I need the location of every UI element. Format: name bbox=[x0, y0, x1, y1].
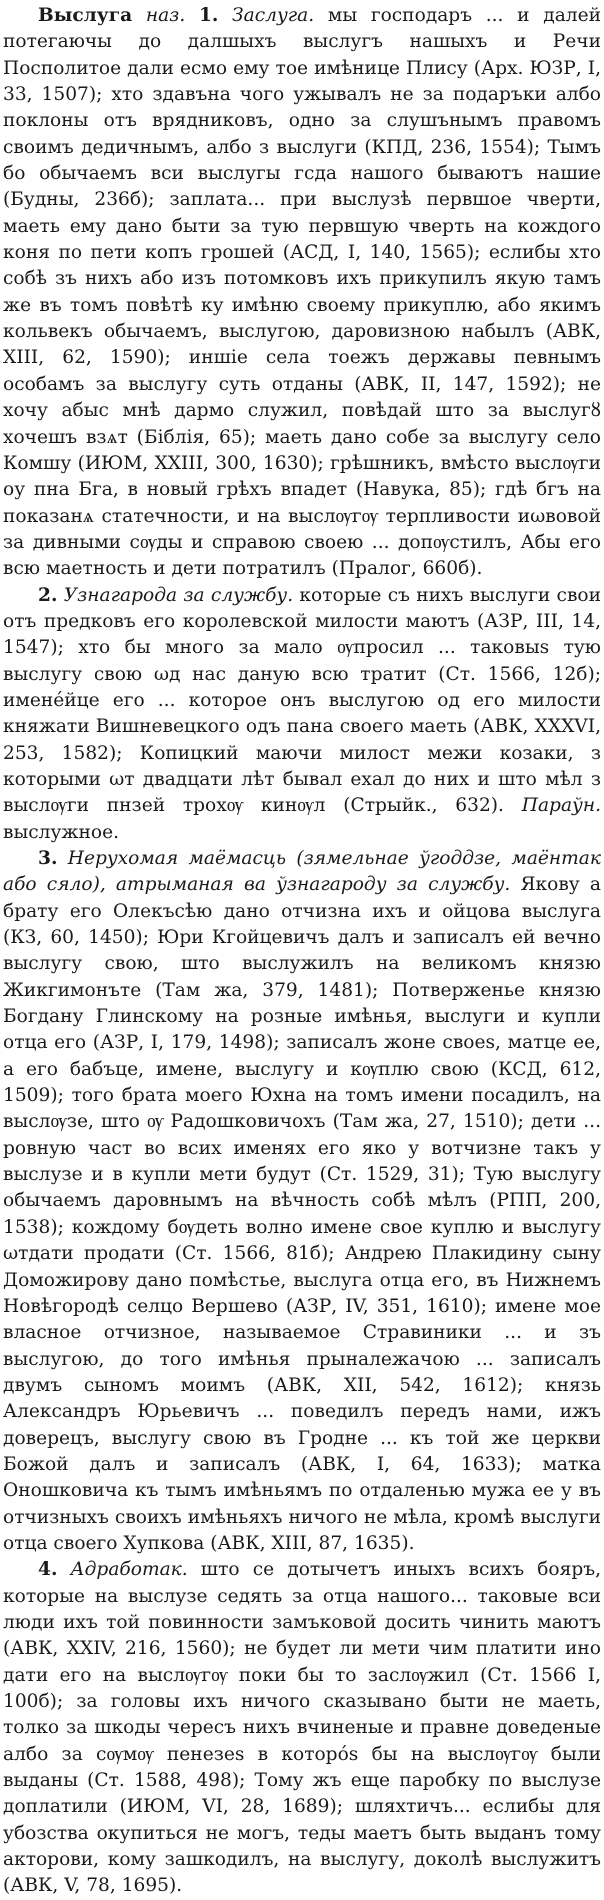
sense-citations: Якову а брату его Олекъсѣю дано отчизна ихъ и ойцова выслуга (КЗ, 60, 1450); Юри Кгойцевичъ далъ и записалъ ей вечно выслугу свою, што выслужилъ на великомъ князю Жикгимонъте (Там жа, 379, 1481); Потверженье князю Богдану Глинскому на розные имѣнья, выслуги и купли отца его (АЗР, I, 179, 1498); записалъ жоне своеѕ, матце ее, а его бабъце, имене, выслугу и кѹплю свою (КСД, 612, 1509); того брата моего Юхна на томъ имени посадилъ, на выслѹзе, што ѹ Радошковичохъ (Там жа, 27, 1510); дети ... ровную част во всих именях его яко у вотчизне такъ у выслузе и в купли мети будут (Ст. 1529, 31); Тую выслугу обычаемъ даровнымъ на вѣчность собѣ мѣлъ (РПП, 200, 1538); кождому бѹдеть волно имене свое куплю и выслугу ωтдати продати (Ст. 1566, 81б); Андрею Плакидину сыну Доможирову дано помѣстье, выслуга отца его, въ Нижнемъ Новѣгородѣ селцо Вершево (АЗР, IV, 351, 1610); имене мое власное отчизное, называемое Стравиники ... и зъ выслугою, до того имѣнья прыналежачою ... записалъ двумъ сыномъ моимъ (АВК, XII, 542, 1612); князь Александръ Юрьевичъ ... поведилъ передъ нами, ижъ доверецъ, выслугу свою въ Гродне ... къ той же церкви Божой далъ и записалъ (АВК, I, 64, 1633); матка Оношковича къ тымъ имѣньямъ по отдаленью мужа ее у въ отчизныхъ своихъ имѣньяхъ ничого не мѣла, кромѣ выслуги отца своего Хупкова (АВК, XIII, 87, 1635). bbox=[3, 874, 601, 1554]
entry-sense-1 bbox=[3, 3, 601, 583]
entry-sense-2 bbox=[3, 583, 601, 846]
sense-number: 1. bbox=[198, 5, 219, 26]
sense-citations: мы господаръ ... и далей потегаючы до далшыхъ выслугъ нашыхъ и Речи Посполитое дали есмо ему тое имѣнице Плису (Арх. ЮЗР, I, 33, 1507); хто здавъна чого ужывалъ не за подаръки албо поклоны отъ врядниковъ, одно за слушънымъ правомъ своимъ дедичнымъ, албо з выслуги (КПД, 236, 1554); Тымъ бо обычаемъ вси выслугы гсда нашого бываютъ нашие (Будны, 236б); заплата... при выслузѣ первшое чверти, маеть ему дано быти за тую первшую чверть на кождого коня по пети копъ грошей (АСД, I, 140, 1565); еслибы хто собѣ зъ нихъ або изъ потомковъ ихъ прикупилъ якую тамъ же въ томъ повѣтѣ ку имѣню своему прикуплю, або якимъ кольвекъ обычаемъ, выслугою, даровизною набылъ (АВК, XIII, 62, 1590); иншіе села тоежъ державы певнымъ особамъ за выслугу суть отданы (АВК, II, 147, 1592); не хочу абыс мнѣ дармо служил, повѣдай што за выслугȣ хочешъ взѧт (Біблія, 65); маеть дано собе за выслугу село Комшу (ИЮМ, XXIII, 300, 1630); грѣшникъ, вмѣсто выслѹги оу пна Бга, в новый грѣхъ впадет (Навука, 85); гдѣ бгъ на показанѧ статечности, и на выслѹгѹ терпливости иωвовой за дивными сѹды и справою своею ... допѹстилъ, Абы его всю маетность и дети потратилъ (Пралог, 660б). bbox=[3, 5, 602, 580]
entry-sense-4 bbox=[3, 1557, 601, 1899]
cross-reference-label: Параўн. bbox=[503, 795, 601, 817]
entry-grammar: наз. bbox=[132, 5, 199, 26]
sense-citations: што се дотычетъ иныхъ всихъ бояръ, которые на выслузе седять за отца нашого... таковые вси люди ихъ той повинности замъковой досить чинить маютъ (АВК, XXIV, 216, 1560); не будет ли мети чим платити ино дати его на выслѹгѹ поки бы то заслѹжил (Ст. 1566 I, 100б); за головы ихъ ничого сказывано быти не маеть, толко за шкоды чересъ нихъ вчиненые и правне доведеные албо за сѹмѹ пенезеѕ в которо́ѕ бы на выслѹгѹ были выданы (Ст. 1588, 498); Тому жъ еще паробку по выслузе доплатили (ИЮМ, VI, 28, 1689); шляхтичъ... еслибы для убозства окупиться не могъ, теды маетъ быть выданъ тому акторови, кому зашкодилъ, на выслугу, доколѣ выслужитъ (АВК, V, 78, 1695). bbox=[3, 1559, 602, 1897]
sense-number: 4. bbox=[38, 1559, 58, 1581]
sense-definition: Узнагарода за службу. bbox=[57, 584, 294, 606]
sense-citations: которые съ нихъ выслуги свои отъ предковъ его королевской милости маютъ (АЗР, III, 14, 1547); хто бы много за мало ѹпросил ... таковыѕ тую выслугу свою ωд нас даную всю тратит (Ст. 1566, 12б); имене́йце его ... которое онъ выслугою од его милости княжати Вишневецкого одъ пана своего маеть (АВК, XXXVI, 253, 1582); Копицкий маючи милост межи козаки, з которыми ωт двадцати лѣт бывал ехал до них и што мѣл з выслѹги пнзей трохѹ кинѹл (Стрыйк., 632). bbox=[3, 584, 601, 817]
entry-headword: Выслуга bbox=[38, 5, 133, 26]
entry-sense-3 bbox=[3, 846, 601, 1557]
sense-definition: Заслуга. bbox=[218, 5, 315, 26]
cross-reference-word: выслужное. bbox=[3, 821, 120, 843]
sense-number: 3. bbox=[38, 848, 58, 869]
sense-number: 2. bbox=[38, 584, 58, 606]
sense-definition: Нерухомая маёмасць (зямельнае ўгоддзе, маёнтак або сяло), атрыманая ва ўзнагароду за службу. bbox=[3, 848, 601, 896]
sense-definition: Адработак. bbox=[57, 1559, 188, 1581]
